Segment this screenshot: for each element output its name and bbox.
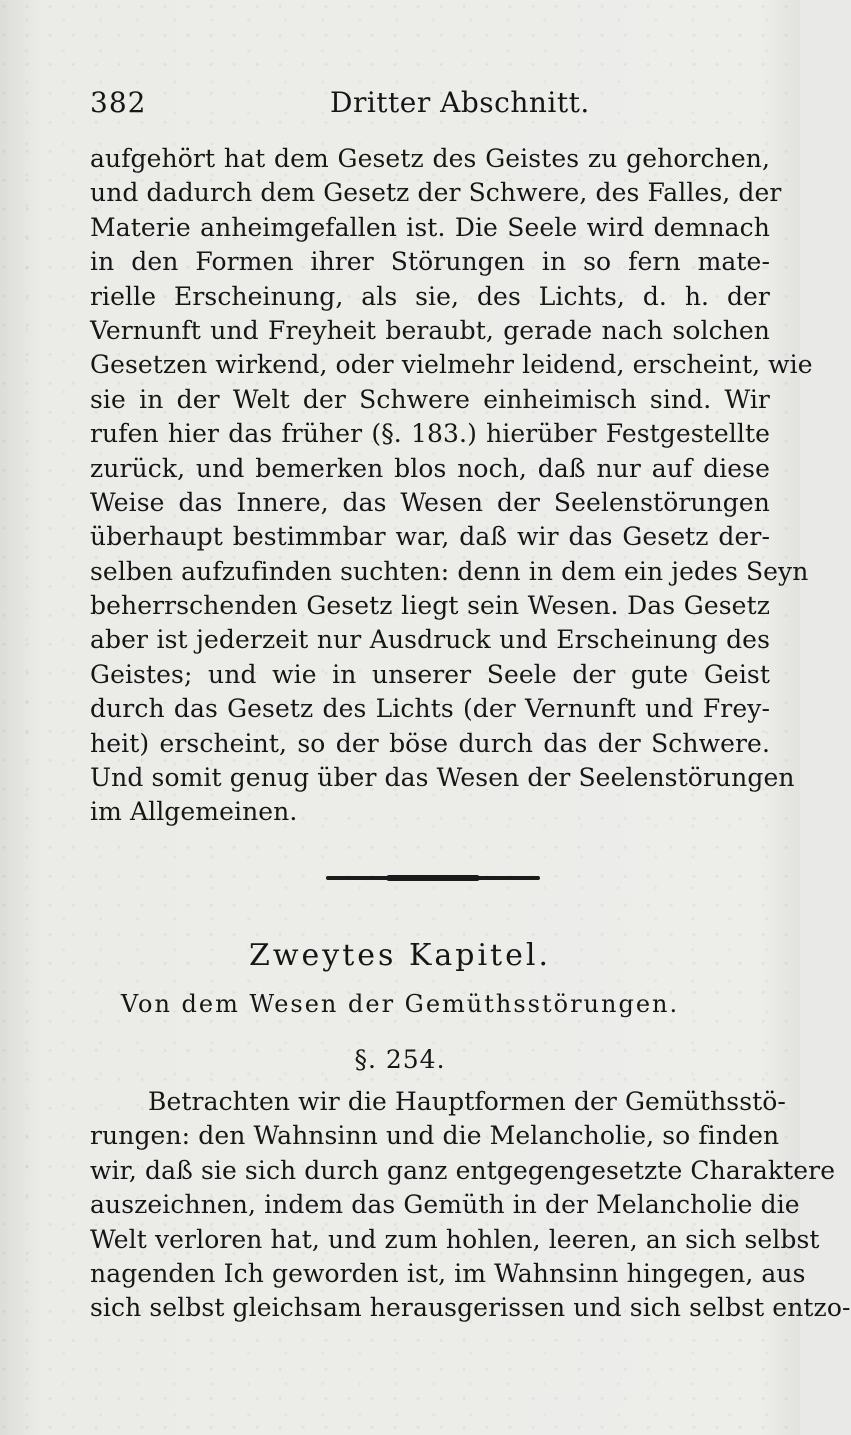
page-number: 382 — [90, 86, 147, 119]
text-line: Gesetzen wirkend, oder vielmehr leidend, erscheint, wie — [90, 350, 813, 380]
section-divider — [326, 876, 540, 880]
text-line: sich selbst gleichsam herausgerissen und sich selbst entzo- — [90, 1293, 851, 1323]
text-line: rielle Erscheinung, als sie, des Lichts, d. h. der — [90, 281, 770, 311]
text-line: nagenden Ich geworden ist, im Wahnsinn hingegen, aus — [90, 1258, 806, 1288]
text-line: auszeichnen, indem das Gemüth in der Melancholie die — [90, 1190, 800, 1220]
text-line: wir, daß sie sich durch ganz entgegengesetzte Charaktere — [90, 1155, 836, 1185]
text-line: Weise das Innere, das Wesen der Seelenstörungen — [90, 487, 770, 517]
chapter-subtitle: Von dem Wesen der Gemüthsstörungen. — [120, 990, 680, 1018]
text-line: aber ist jederzeit nur Ausdruck und Erscheinung des — [90, 625, 770, 655]
text-line: zurück, und bemerken blos noch, daß nur auf diese — [90, 453, 770, 483]
page-header — [90, 82, 770, 122]
text-line: Und somit genug über das Wesen der Seelenstörungen — [90, 763, 795, 793]
text-line: und dadurch dem Gesetz der Schwere, des Falles, der — [90, 178, 782, 208]
section-number: §. 254. — [354, 1045, 446, 1074]
section-paragraph — [90, 1085, 851, 1326]
text-line: durch das Gesetz des Lichts (der Vernunft und Frey- — [90, 694, 770, 724]
text-line: Materie anheimgefallen ist. Die Seele wird demnach — [90, 212, 770, 242]
running-title: Dritter Abschnitt. — [330, 86, 590, 119]
text-line: Vernunft und Freyheit beraubt, gerade nach solchen — [90, 315, 770, 345]
text-line: selben aufzufinden suchten: denn in dem ein jedes Seyn — [90, 556, 809, 586]
text-line: Betrachten wir die Hauptformen der Gemüthsstö- — [148, 1087, 786, 1116]
text-line: Geistes; und wie in unserer Seele der gute Geist — [90, 659, 770, 689]
text-line: sie in der Welt der Schwere einheimisch sind. Wir — [90, 384, 770, 414]
text-line: in den Formen ihrer Störungen in so fern mate- — [90, 247, 770, 277]
chapter-title: Zweytes Kapitel. — [248, 938, 551, 973]
text-line: beherrschenden Gesetz liegt sein Wesen. Das Gesetz — [90, 591, 770, 621]
paragraph-continued — [90, 142, 813, 830]
text-line: im Allgemeinen. — [90, 797, 298, 827]
text-line: heit) erscheint, so der böse durch das der Schwere. — [90, 728, 770, 758]
text-line: Welt verloren hat, und zum hohlen, leeren, an sich selbst — [90, 1224, 820, 1254]
text-line: überhaupt bestimmbar war, daß wir das Gesetz der- — [90, 522, 770, 552]
text-line: rungen: den Wahnsinn und die Melancholie, so finden — [90, 1121, 780, 1151]
text-line: aufgehört hat dem Gesetz des Geistes zu gehorchen, — [90, 144, 770, 173]
text-line: rufen hier das früher (§. 183.) hierüber Festgestellte — [90, 419, 770, 449]
